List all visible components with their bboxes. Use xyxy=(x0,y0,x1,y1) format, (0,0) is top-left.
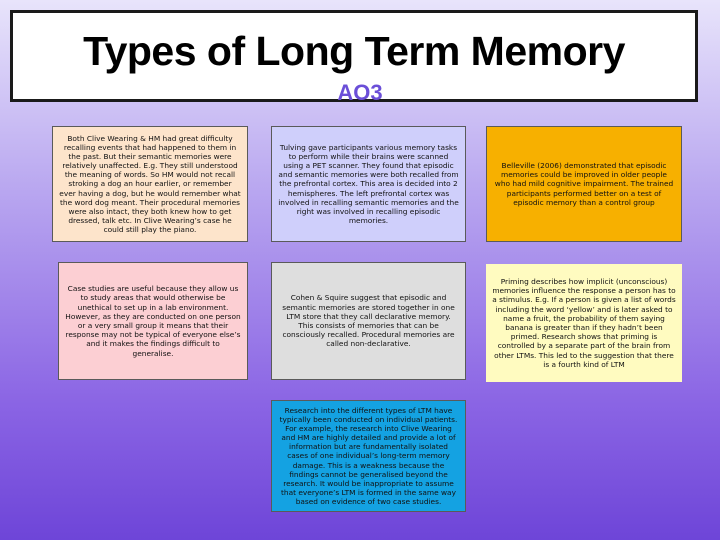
card-text: Case studies are useful because they allow us to study areas that would otherwise be unethical to set up in a lab environment. However, as they are conducted on one person or a very small group it means that their response may not be typical of everyone else’s and it makes the findings difficult to generalise. xyxy=(65,284,241,358)
page-title: Types of Long Term Memory xyxy=(83,28,625,74)
card-text: Research into the different types of LTM have typically been conducted on individual patients. For example, the research into Clive Wearing and HM are highly detailed and provide a lot of information but are fundamentally isolated cases of one individual’s long-term memory damage. This is a weakness because the findings cannot be generalised beyond the research. It would be inappropriate to assume that everyone’s LTM is formed in the same way based on evidence of two case studies. xyxy=(279,405,458,507)
card-text: Both Clive Wearing & HM had great difficulty recalling events that had happened to them in the past. But their semantic memories were relatively unaffected. E.g. They still understood the meaning of words. So HM would not recall stroking a dog an hour earlier, or remember ever having a dog, but he would remember what the word dog meant. Their procedural memories were also intact, they both knew how to get dressed, talk etc. In Clive Wearing’s case he could still play the piano. xyxy=(59,133,241,235)
card-tulving-pet-scan xyxy=(271,126,466,242)
card-text: Priming describes how implicit (unconscious) memories influence the response a person has to a stimulus. E.g. If a person is given a list of words including the word ‘yellow’ and is later asked to name a fruit, the probability of them saying banana is greater than if they hadn’t been primed. Research shows that priming is controlled by a separate part of the brain from other LTMs. This led to the suggestion that there is a fourth kind of LTM xyxy=(492,277,676,369)
card-cohen-squire xyxy=(271,262,466,380)
card-text: Cohen & Squire suggest that episodic and semantic memories are stored together in one LTM store that they call declarative memory. This consists of memories that can be consciously recalled. Procedural memories are called non-declarative. xyxy=(282,293,455,349)
page-subtitle: AO3 xyxy=(337,80,383,105)
card-text: Belleville (2006) demonstrated that episodic memories could be improved in older people who had mild cognitive impairment. The trained participants performed better on a test of episodic memory than a control group xyxy=(494,161,674,207)
card-case-studies-evaluation xyxy=(58,262,248,380)
card-case-studies-hm-clive xyxy=(52,126,248,242)
card-text: Tulving gave participants various memory tasks to perform while their brains were scanned using a PET scanner. They found that episodic and semantic memories were both recalled from the prefrontal cortex. This area is decided into 2 hemispheres. The left prefrontal cortex was involved in recalling semantic memories and the right was involved in recalling episodic memories. xyxy=(278,142,459,226)
card-research-weakness xyxy=(271,400,466,512)
card-priming xyxy=(486,264,682,382)
card-belleville xyxy=(486,126,682,242)
